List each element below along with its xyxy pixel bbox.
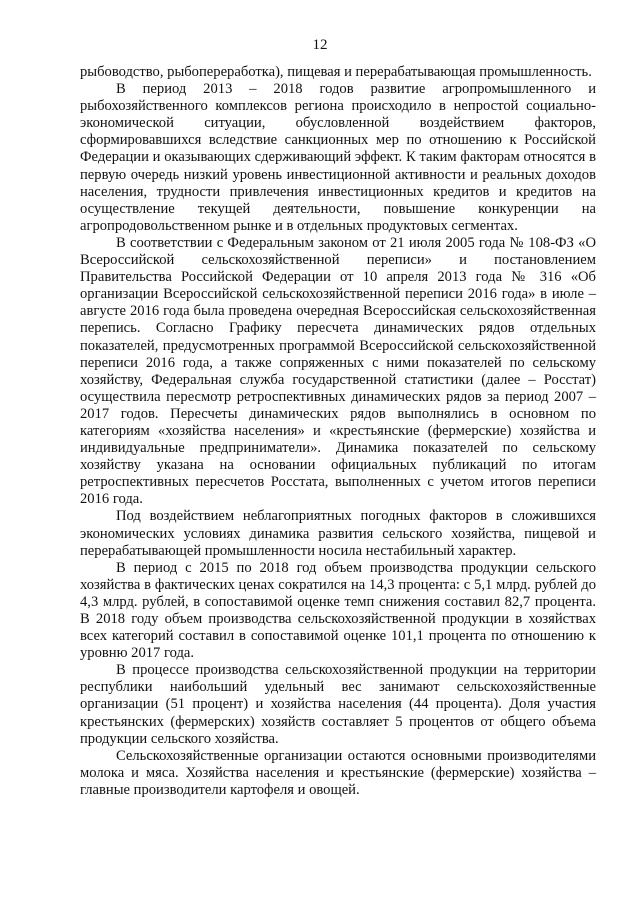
paragraph-agro-development: В период 2013 – 2018 годов развитие агропромышленного и рыбохозяйственного комплексов региона происходило в непростой социально-экономической ситуации, обусловленной воздействием факторов, сформировавшихся вследствие санкционных мер по отношению к Российской Федерации и оказывающих сдерживающий эффект. К таким факторам относятся в первую очередь низкий уровень инвестиционной активности и реальных доходов населения, трудности привлечения инвестиционных кредитов и кредитов на осуществление текущей деятельности, повышение конкуренции на агропродовольственном рынке и в отдельных продуктовых сегментах. <box>80 81 596 234</box>
paragraph-weather-factors: Под воздействием неблагоприятных погодных факторов в сложившихся экономических условиях динамика развития сельского хозяйства, пищевой и перерабатывающей промышленности носила нестабильный характер. <box>80 508 596 559</box>
paragraph-production-volume: В период с 2015 по 2018 год объем производства продукции сельского хозяйства в фактических ценах сократился на 14,3 процента: с 5,1 млрд. рублей до 4,3 млрд. рублей, в сопоставимой оценке темп снижения составил 82,7 процента. В 2018 году объем производства сельскохозяйственной продукции в хозяйствах всех категорий составил в сопоставимой оценке 101,1 процента по отношению к уровню 2017 года. <box>80 559 596 662</box>
page-number: 12 <box>312 37 328 53</box>
paragraph-main-producers: Сельскохозяйственные организации остаются основными производителями молока и мяса. Хозяйства населения и крестьянские (фермерские) хозяйства – главные производители картофеля и овощей. <box>80 747 596 798</box>
paragraph-continuation: рыбоводство, рыбопереработка), пищевая и перерабатывающая промышленность. <box>80 64 592 80</box>
paragraph-production-structure: В процессе производства сельскохозяйственной продукции на территории республики наибольший удельный вес занимают сельскохозяйственные организации (51 процент) и хозяйства населения (44 процента). Доля участия крестьянских (фермерских) хозяйств составляет 5 процентов от общего объема продукции сельского хозяйства. <box>80 662 596 747</box>
document-body <box>80 64 596 799</box>
paragraph-census: В соответствии с Федеральным законом от 21 июля 2005 года № 108-ФЗ «О Всероссийской сельскохозяйственной переписи» и постановлением Правительства Российской Федерации от 10 апреля 2013 года № 316 «Об организации Всероссийской сельскохозяйственной переписи 2016 года» в июле – августе 2016 года была проведена очередная Всероссийская сельскохозяйственная перепись. Согласно Графику пересчета динамических рядов отдельных показателей, предусмотренных программой Всероссийской сельскохозяйственной переписи 2016 года, а также сопряженных с ними показателей по сельскому хозяйству, Федеральная служба государственной статистики (далее – Росстат) осуществила пересмотр ретроспективных динамических рядов за период 2007 – 2017 годов. Пересчеты динамических рядов выполнялись в основном по категориям «хозяйства населения» и «крестьянские (фермерские) хозяйства и индивидуальные предприниматели». Динамика показателей по сельскому хозяйству указана на основании официальных публикаций по итогам ретроспективных пересчетов Росстата, выполненных с учетом итогов переписи 2016 года. <box>80 234 596 508</box>
